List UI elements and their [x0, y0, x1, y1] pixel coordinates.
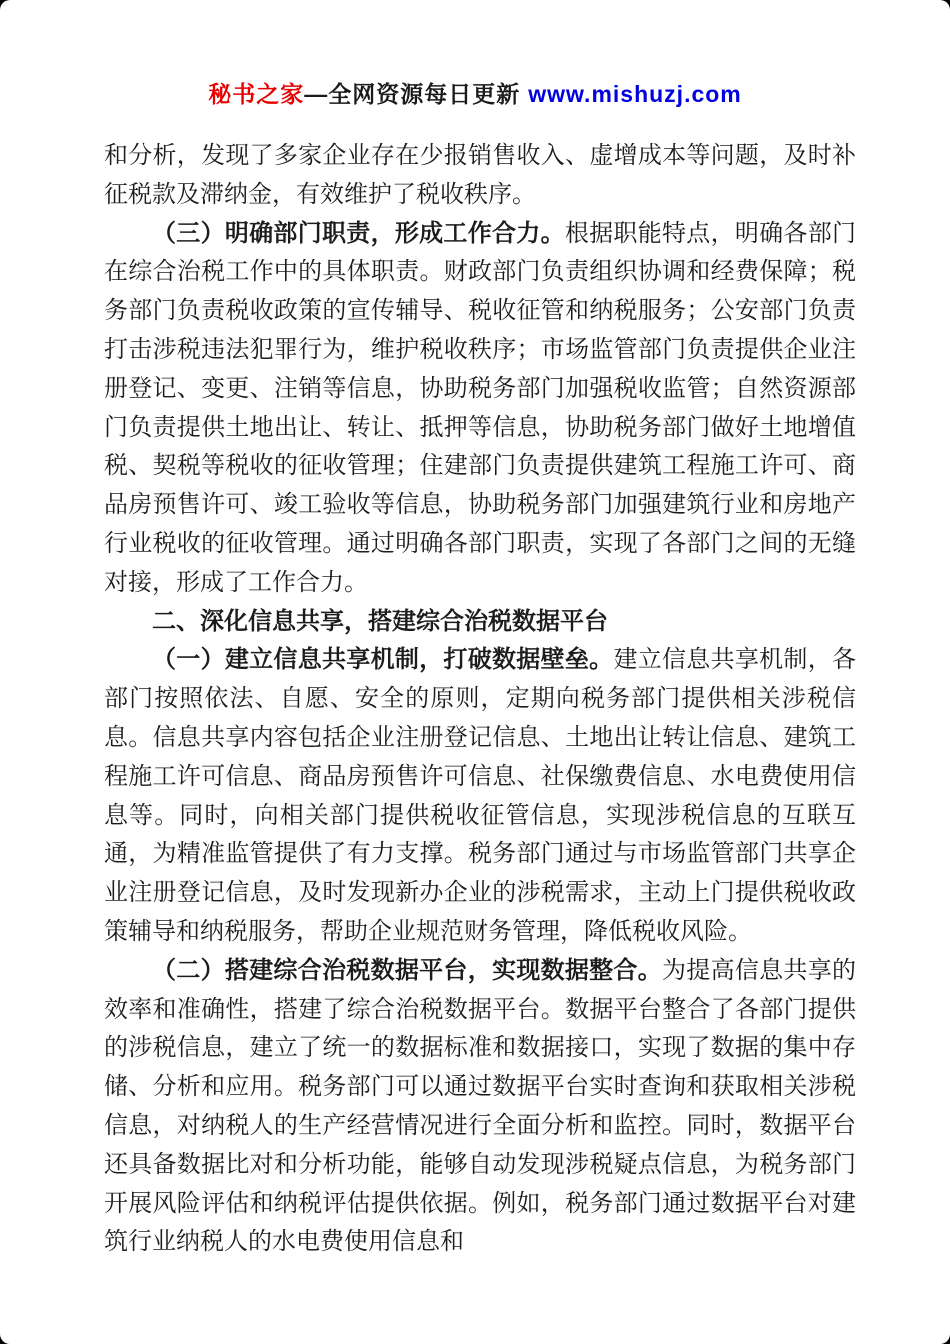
document-header: [0, 76, 950, 109]
paragraph-text: 根据职能特点，明确各部门在综合治税工作中的具体职责。财政部门负责组织协调和经费保障；税务部门负责税收政策的宣传辅导、税收征管和纳税服务；公安部门负责打击涉税违法犯罪行为，维护税收秩序；市场监管部门负责提供企业注册登记、变更、注销等信息，协助税务部门加强税收监管；自然资源部门负责提供土地出让、转让、抵押等信息，协助税务部门做好土地增值税、契税等税收的征收管理；住建部门负责提供建筑工程施工许可、商品房预售许可、竣工验收等信息，协助税务部门加强建筑行业和房地产行业税收的征收管理。通过明确各部门职责，实现了各部门之间的无缝对接，形成了工作合力。: [104, 219, 857, 596]
site-tagline: —全网资源每日更新: [304, 81, 521, 107]
paragraph: [104, 215, 856, 603]
paragraph: [104, 137, 856, 215]
paragraph-lead: （三）明确部门职责，形成工作合力。: [152, 219, 565, 247]
site-url-link[interactable]: www.mishuzj.com: [528, 81, 742, 107]
paragraph-text: 和分析，发现了多家企业存在少报销售收入、虚增成本等问题，及时补征税款及滞纳金，有效维护了税收秩序。: [104, 142, 856, 208]
paragraph-text: 建立信息共享机制，各部门按照依法、自愿、安全的原则，定期向税务部门提供相关涉税信息。信息共享内容包括企业注册登记信息、土地出让转让信息、建筑工程施工许可信息、商品房预售许可信息、社保缴费信息、水电费使用信息等。同时，向相关部门提供税收征管信息，实现涉税信息的互联互通，为精准监管提供了有力支撑。税务部门通过与市场监管部门共享企业注册登记信息，及时发现新办企业的涉税需求，主动上门提供税收政策辅导和纳税服务，帮助企业规范财务管理，降低税收风险。: [104, 646, 857, 945]
paragraph-lead: 二、深化信息共享，搭建综合治税数据平台: [152, 607, 608, 635]
site-brand: 秘书之家: [208, 81, 305, 107]
paragraph: [104, 952, 856, 1262]
paragraph-lead: （二）搭建综合治税数据平台，实现数据整合。: [152, 956, 662, 984]
document-body: [0, 137, 950, 1322]
paragraph-text: 为提高信息共享的效率和准确性，搭建了综合治税数据平台。数据平台整合了各部门提供的涉税信息，建立了统一的数据标准和数据接口，实现了数据的集中存储、分析和应用。税务部门可以通过数据平台实时查询和获取相关涉税信息，对纳税人的生产经营情况进行全面分析和监控。同时，数据平台还具备数据比对和分析功能，能够自动发现涉税疑点信息，为税务部门开展风险评估和纳税评估提供依据。例如，税务部门通过数据平台对建筑行业纳税人的水电费使用信息和: [104, 956, 856, 1256]
paragraph: [104, 641, 856, 951]
paragraph-lead: （一）建立信息共享机制，打破数据壁垒。: [152, 646, 614, 674]
section-heading: [104, 603, 856, 642]
